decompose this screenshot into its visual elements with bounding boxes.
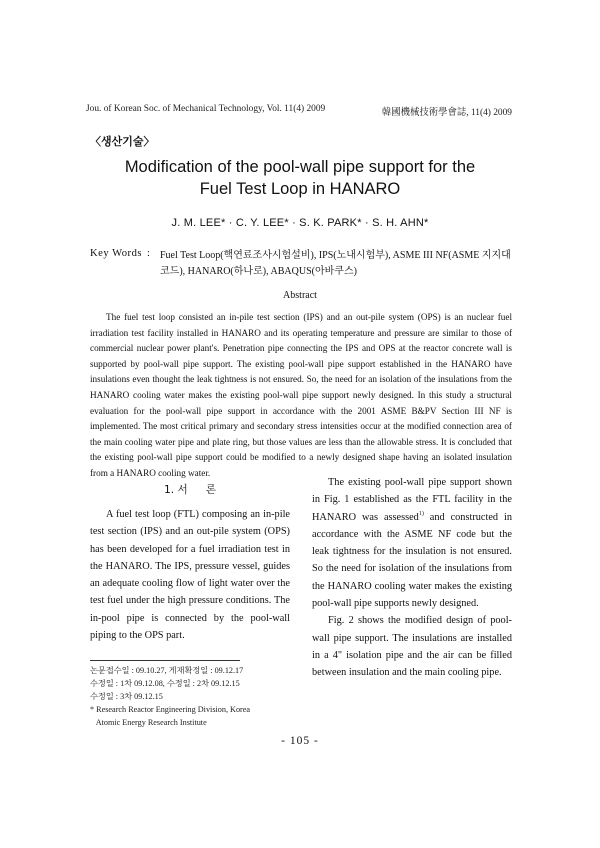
paper-title bbox=[60, 156, 540, 200]
footnote-line: 수정일 : 1차 09.12.08, 수정일 : 2차 09.12.15 bbox=[90, 679, 240, 688]
title-line-1: Modification of the pool-wall pipe support for the bbox=[124, 158, 476, 176]
page-number: - 105 - bbox=[281, 735, 319, 747]
keywords-colon: : bbox=[147, 248, 150, 259]
abstract-heading: Abstract bbox=[283, 290, 317, 301]
authors: J. M. LEE* · C. Y. LEE* · S. K. PARK* · S. H. AHN* bbox=[171, 217, 429, 229]
right-p1-text-b: and constructed in accordance with the ASME NF code but the leak tightness for the insulation is not ensured. So the need for isolation of the insulations from the HANARO cooling water makes the existing pool-wall pipe supports newly designed. bbox=[312, 511, 513, 610]
intro-left-column: A fuel test loop (FTL) composing an in-pile test section (IPS) and an out-pile system (OPS) has been developed for a fuel irradiation test in the HANARO. The IPS, pressure vessel, guides an adequate cooling flow of light water over the test fuel under the high pressure conditions. The in-pool pipe is connected by the pool-wall piping to the OPS part. bbox=[90, 509, 290, 642]
footnote-line: * Research Reactor Engineering Division, Korea bbox=[90, 705, 251, 714]
footnote-line: 수정일 : 3차 09.12.15 bbox=[90, 692, 163, 701]
footnote-line: 논문접수일 : 09.10.27, 게재확정일 : 09.12.17 bbox=[90, 666, 244, 675]
intro-right-column bbox=[312, 474, 512, 682]
journal-header-korean: 韓國機械技術學會誌, 11(4) 2009 bbox=[381, 108, 512, 118]
keywords-text: Fuel Test Loop(핵연료조사시험설비), IPS(노내시험부), ASME III NF(ASME 지지대 코드), HANARO(하나로), ABAQUS(아바쿠스) bbox=[160, 250, 511, 277]
right-paragraph-2: Fig. 2 shows the modified design of pool-wall pipe support. The insulations are installed in a 4" isolation pipe and the air can be filled between insulation and the main cooling pipe. bbox=[312, 615, 512, 679]
footnote-rule bbox=[90, 660, 240, 661]
section-word: 론 bbox=[205, 484, 216, 496]
footnote-line: Atomic Energy Research Institute bbox=[90, 718, 207, 727]
journal-header: Jou. of Korean Soc. of Mechanical Technology, Vol. 11(4) 2009 bbox=[86, 104, 326, 114]
right-paragraph-1 bbox=[312, 474, 512, 612]
title-line-2: Fuel Test Loop in HANARO bbox=[199, 180, 401, 198]
section-number: 1. 서 bbox=[164, 484, 188, 496]
citation-1: 1) bbox=[418, 510, 424, 517]
keywords-label: Key Words bbox=[90, 248, 143, 259]
abstract-body: The fuel test loop consisted an in-pile test section (IPS) and an out-pile system (OPS) is an nuclear fuel irradiation test facility installed in HANARO and its operating temperature and pressure are similar to those of commercial nuclear power plant's. Penetration pipe connecting the IPS and OPS at the reactor concrete wall is supported by pool-wall pipe support. The existing pool-wall pipe support established in the HANARO have insulations even thought the leak tightness is not ensured. So, the need for an isolation of the insulations from the HANARO cooling water makes the existing pool-wall pipe support newly designed. In this study a structural evaluation for the pool-wall pipe support in accordance with the 2001 ASME B&PV Section III NF is implemented. The most critical primary and secondary stress intensities occur at the modified connection area of the main cooling water pipe and plate ring, but those values are less than the allowable stress. It is concluded that the existing pool-wall pipe support could be modified to a newly designed shape having an isolated insulation from a HANARO cooling water. bbox=[90, 312, 512, 478]
right-p1-text-a: The existing pool-wall pipe support shown in Fig. 1 established as the FTL facility in the HANARO was assessed bbox=[312, 477, 512, 523]
section-tag: 〈생산기술〉 bbox=[90, 135, 155, 148]
section-heading-introduction bbox=[164, 482, 216, 497]
